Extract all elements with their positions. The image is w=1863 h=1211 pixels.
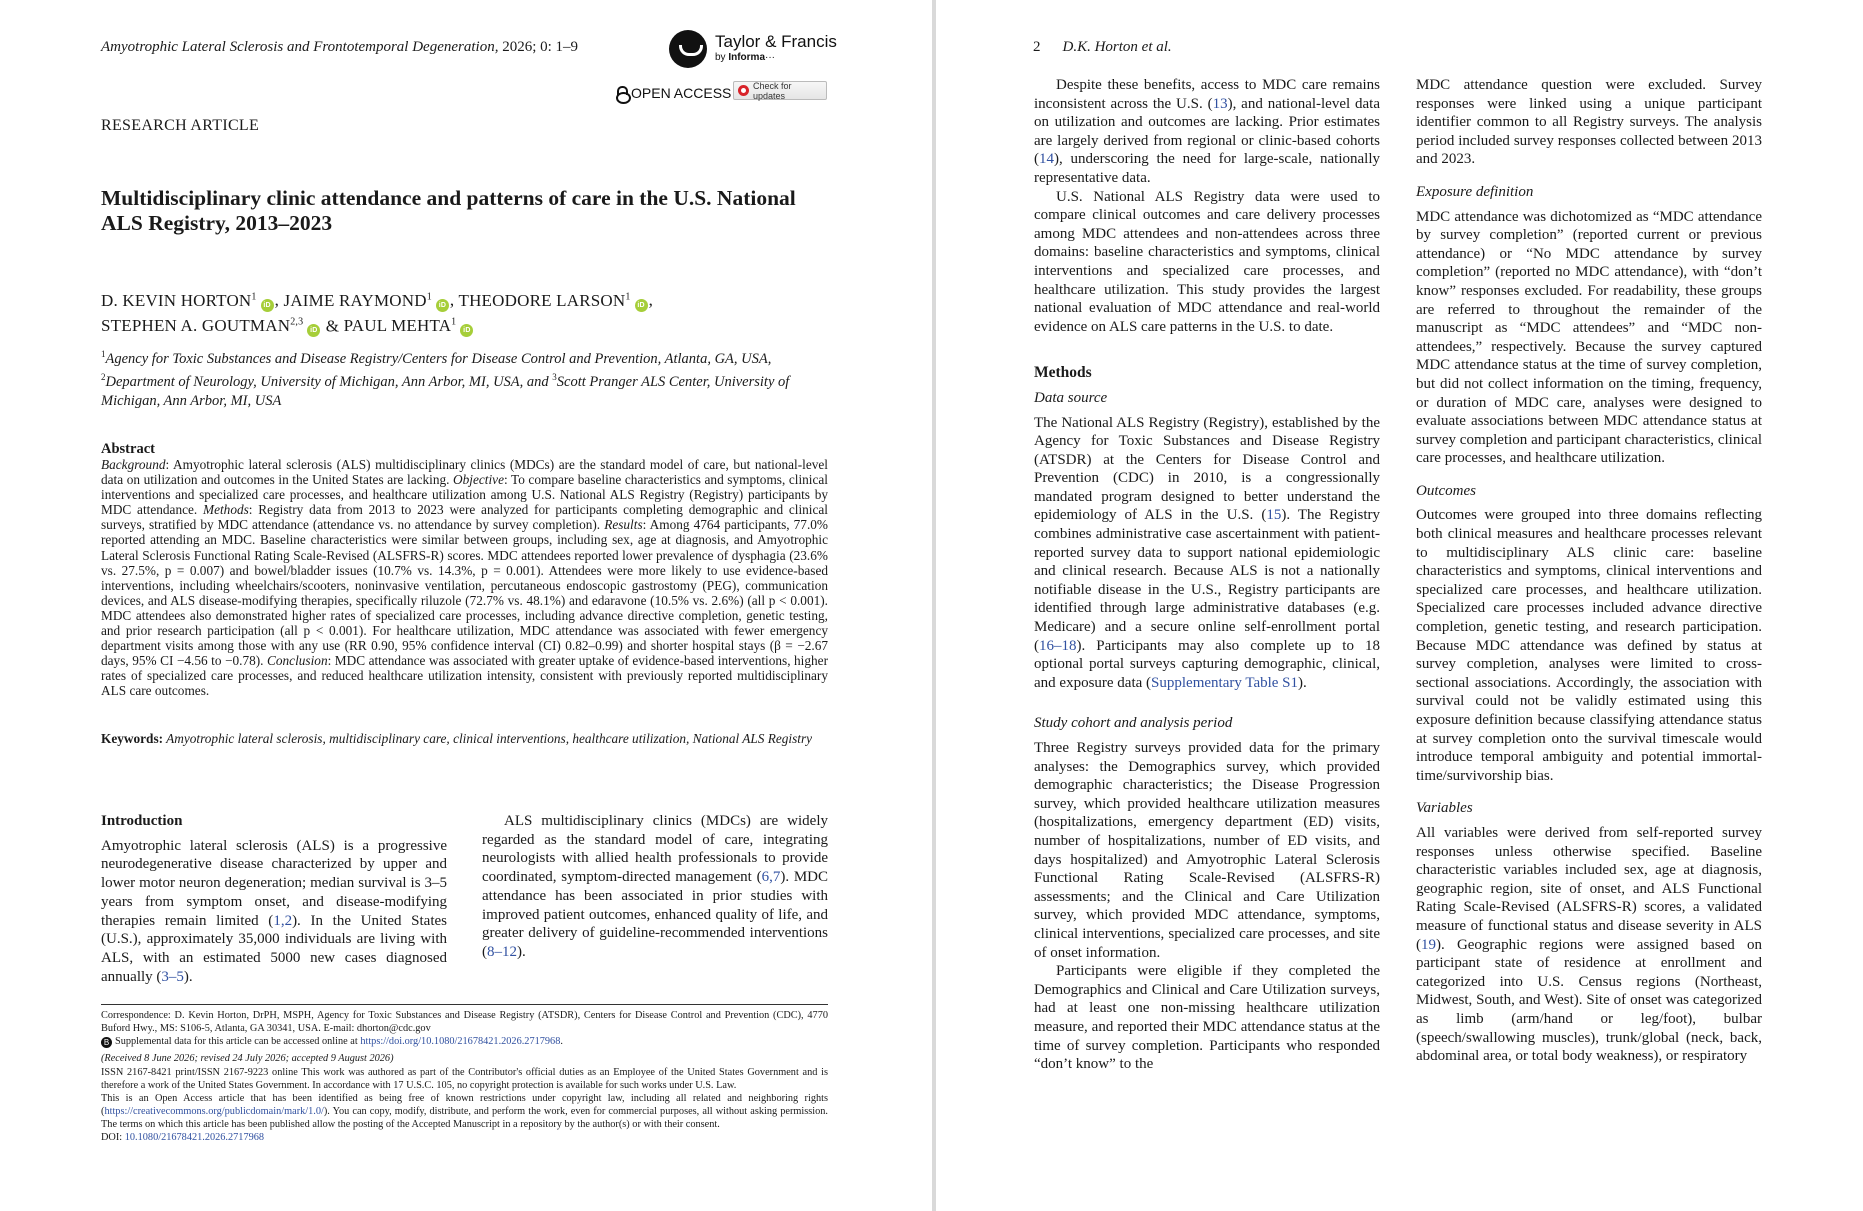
author[interactable]: JAIME RAYMOND$^1$ bbox=[283, 290, 432, 310]
author[interactable]: PAUL MEHTA$^1$ bbox=[343, 316, 457, 336]
body-paragraph: MDC attendance was dichotomized as “MDC attendance by survey completion” (reported current or previous attendance) or “No MDC attendance by survey completion” (reported no MDC attendance), with “don’t know” responses excluded. For readability, these groups are referred to throughout the remainder of the manuscript as “MDC attendees” and “MDC non-attendees,” respectively. Because the survey captured MDC attendance status at the time of survey completion, but did not collect information on the timing, frequency, or duration of MDC care, analyses were designed to evaluate associations between MDC attendance status at survey completion and participant characteristics, clinical care processes, and healthcare utilization. bbox=[1416, 208, 1762, 467]
publisher-logo-icon bbox=[669, 30, 707, 68]
correspondence-note: Correspondence: D. Kevin Horton, DrPH, MSPH, Agency for Toxic Substances and Disease Registry (ATSDR), Centers for Disease Control and Prevention (CDC), 4770 Buford Hwy., MS: S106-5, Atlanta, GA 30341, USA. E-mail: dhorton@cdc.gov bbox=[101, 1010, 828, 1034]
keywords: Keywords: Amyotrophic lateral sclerosis, multidisciplinary care, clinical interventions, healthcare utilization, National ALS Registry bbox=[101, 731, 813, 746]
journal-volume: 2026; 0: 1–9 bbox=[498, 39, 579, 55]
intro-column-1 bbox=[101, 812, 447, 986]
open-lock-icon bbox=[616, 86, 627, 100]
journal-name: Amyotrophic Lateral Sclerosis and Frontotemporal Degeneration, bbox=[101, 39, 499, 55]
reference-link[interactable]: 15 bbox=[1266, 507, 1282, 524]
orcid-icon[interactable]: iD bbox=[635, 299, 648, 312]
intro-paragraph: ALS multidisciplinary clinics (MDCs) are widely regarded as the standard model of care, integrating neurologists with allied health professionals to provide coordinated, symptom-directed management (6,7). MDC attendance has been associated in prior studies with improved patient outcomes, enhanced quality of life, and greater delivery of guideline-recommended interventions (8–12). bbox=[482, 813, 828, 960]
footnote-divider bbox=[101, 1004, 828, 1005]
body-paragraph: Three Registry surveys provided data for the primary analyses: the Demographics survey, which provided demographic characteristics; the Disease Progression survey, which provided healthcare utilization measures (hospitalizations, emergency department (ED) visits, number of hospitalizations, number of ED visits, and days hospitalized) and Amyotrophic Lateral Sclerosis Functional Rating Scale-Revised (ALSFRS-R) assessments; and the Clinical and Care Utilization survey, which provided MDC attendance, symptoms, clinical interventions, specialized care processes, and site of onset information. bbox=[1034, 740, 1380, 961]
introduction-heading: Introduction bbox=[101, 813, 183, 829]
orcid-icon[interactable]: iD bbox=[307, 324, 320, 337]
article-type: RESEARCH ARTICLE bbox=[101, 117, 260, 134]
footnotes bbox=[101, 1010, 828, 1146]
intro-paragraph: Amyotrophic lateral sclerosis (ALS) is a progressive neurodegenerative disease characterized by upper and lower motor neuron degeneration; median survival is 3–5 years from symptom onset, and disease-modifying therapies remain limited (1,2). In the United States (U.S.), approximately 35,000 individuals are living with ALS, with an estimated 5000 new cases diagnosed annually (3–5). bbox=[101, 837, 447, 985]
supplementary-table-link[interactable]: Supplementary Table S1 bbox=[1151, 674, 1299, 691]
body-paragraph: Participants were eligible if they completed the Demographics and Clinical and Care Utilization surveys, had at least one non-missing healthcare utilization measure, and reported their MDC attendance status at the time of survey completion. Participants who responded “don’t know” to the bbox=[1034, 963, 1380, 1073]
abstract-body: Background: Amyotrophic lateral sclerosis (ALS) multidisciplinary clinics (MDCs) are the standard model of care, but national-level data on utilization and outcomes in the United States are lacking. Objective: To compare baseline characteristics and symptoms, clinical interventions and specialized care processes, and healthcare utilization among U.S. National ALS Registry (Registry) participants by MDC attendance. Methods: Registry data from 2013 to 2023 were analyzed for participants completing demographic and clinical surveys, stratified by MDC attendance (attendance vs. no attendance by survey completion). Results: Among 4764 participants, 77.0% reported attending an MDC. Baseline characteristics were similar between groups, including sex, age at diagnosis, and Amyotrophic Lateral Sclerosis Functional Rating Scale-Revised (ALSFRS-R) scores. MDC attendees reported lower prevalence of dysphagia (23.6% vs. 27.5%, p = 0.007) and bowel/bladder issues (10.7% vs. 14.3%, p = 0.001). Attendees were more likely to use evidence-based interventions, including wheelchairs/scooters, noninvasive ventilation, percutaneous endoscopic gastrostomy (PEG), communication devices, and ALS disease-modifying therapies, specifically riluzole (72.7% vs. 48.1%) and edaravone (10.5% vs. 2.6%) (all p < 0.001). MDC attendees also demonstrated higher rates of specialized care processes, including advance directive completion, genetic testing, and prior research participation (all p < 0.001). For healthcare utilization, MDC attendance was associated with fewer emergency department visits among those with any use (RR 0.90, 95% confidence interval (CI) 0.82–0.99) and shorter hospital stays (β = −2.67 days, 95% CI −4.56 to −0.78). Conclusion: MDC attendance was associated with greater uptake of evidence-based interventions, higher rates of specialized care processes, and reduced healthcare utilization intensity, consistent with previously reported multidisciplinary ALS care outcomes. bbox=[101, 457, 828, 699]
open-access-badge bbox=[616, 85, 731, 101]
orcid-icon[interactable]: iD bbox=[261, 299, 274, 312]
body-paragraph: The National ALS Registry (Registry), established by the Agency for Toxic Substances and Disease Registry (ATSDR) at the Centers for Disease Control and Prevention (CDC) in 2010, is a congressionally mandated program designed to better understand the epidemiology of ALS in the U.S. (15). The Registry combines administrative case ascertainment with patient-reported survey data to support national epidemiologic and clinical research. Because ALS is not a nationally notifiable disease in the U.S., Registry participants are identified through large administrative databases (e.g. Medicare) and a secure online self-enrollment portal (16–18). Participants may also complete up to 18 optional portal surveys capturing demographic, clinical, and exposure data (Supplementary Table S1). bbox=[1034, 414, 1381, 691]
issn-note: ISSN 2167-8421 print/ISSN 2167-9223 online This work was authored as part of the Contributor's official duties as an Employee of the United States Government and is therefore a work of the United States Government. In accordance with 17 U.S.C. 105, no copyright protection is available for such works under U.S. Law. bbox=[101, 1066, 828, 1091]
running-authors: D.K. Horton et al. bbox=[1062, 39, 1172, 55]
journal-citation bbox=[101, 39, 578, 56]
data-source-heading: Data source bbox=[1034, 389, 1108, 406]
publisher-name: Taylor & Francis bbox=[715, 32, 837, 51]
page-number: 2 bbox=[1033, 39, 1041, 55]
author-list: D. KEVIN HORTON$^1$iD , JAIME RAYMOND$^1$iD , THEODORE LARSON$^1$iD , STEPHEN A. GOUTMAN$^{2,3}$iD & PAUL MEHTA$^1$iD bbox=[101, 290, 654, 336]
body-paragraph: MDC attendance question were excluded. Survey responses were linked using a unique participant identifier common to all Registry surveys. The analysis period included survey responses collected between 2013 and 2023. bbox=[1416, 77, 1762, 168]
author[interactable]: D. KEVIN HORTON$^1$ bbox=[101, 290, 257, 310]
article-title: Multidisciplinary clinic attendance and patterns of care in the U.S. National ALS Registry, 2013–2023 bbox=[101, 186, 796, 235]
reference-link[interactable]: 14 bbox=[1039, 151, 1054, 168]
reference-link[interactable]: 1,2 bbox=[273, 912, 293, 929]
supplemental-link[interactable]: https://doi.org/10.1080/21678421.2026.2717968 bbox=[360, 1036, 561, 1048]
crossmark-icon bbox=[738, 85, 749, 96]
received-dates: (Received 8 June 2026; revised 24 July 2026; accepted 9 August 2026) bbox=[101, 1053, 394, 1065]
supplemental-note: B Supplemental data for this article can be accessed online at https://doi.org/10.1080/21678421.2026.2717968. bbox=[101, 1036, 828, 1049]
body-paragraph: Outcomes were grouped into three domains reflecting both clinical measures and healthcare processes relevant to multidisciplinary ALS clinic care: baseline characteristics and symptoms, clinical interventions and specialized care processes, and healthcare utilization. Specialized care processes included advance directive completion, genetic testing, and research participation. Because MDC attendance was defined by status at survey completion, analyses were limited to cross-sectional associations. Accordingly, the association with survival could not be validly estimated using this exposure definition because classifying attendance status at survey completion onto the survival timescale would introduce temporal ambiguity and potential immortal-time/survivorship bias. bbox=[1416, 507, 1762, 784]
body-paragraph: U.S. National ALS Registry data were used to compare clinical outcomes and care delivery processes among MDC attendees and non-attendees across three domains: baseline characteristics and symptoms, clinical interventions and specialized care processes, and healthcare utilization. This study provides the largest national evaluation of MDC attendance and real-world evidence on ALS care patterns in the U.S. to date. bbox=[1034, 188, 1380, 335]
variables-heading: Variables bbox=[1416, 800, 1473, 817]
right-column-1 bbox=[1034, 76, 1380, 1074]
check-updates-label: Check for updates bbox=[753, 80, 792, 101]
right-column-2 bbox=[1416, 76, 1762, 1066]
doi-line: DOI: 10.1080/21678421.2026.2717968 bbox=[101, 1132, 265, 1144]
abstract-heading: Abstract bbox=[101, 441, 155, 457]
running-head bbox=[1033, 39, 1172, 56]
check-for-updates-button[interactable] bbox=[733, 81, 827, 100]
reference-link[interactable]: 13 bbox=[1212, 95, 1228, 112]
author[interactable]: STEPHEN A. GOUTMAN$^{2,3}$ bbox=[101, 316, 304, 336]
orcid-icon[interactable]: iD bbox=[436, 299, 449, 312]
taylor-francis-logo[interactable] bbox=[669, 30, 841, 72]
exposure-definition-heading: Exposure definition bbox=[1416, 183, 1534, 200]
body-paragraph: Despite these benefits, access to MDC care remains inconsistent across the U.S. (13), and national-level data on utilization and outcomes are lacking. Prior estimates are largely derived from regional or clinic-based cohorts (14), underscoring the need for large-scale, nationally representative data. bbox=[1034, 77, 1380, 186]
reference-link[interactable]: 8–12 bbox=[487, 943, 517, 960]
open-access-label: OPEN ACCESS bbox=[631, 85, 732, 101]
reference-link[interactable]: 16–18 bbox=[1039, 637, 1077, 654]
outcomes-heading: Outcomes bbox=[1416, 482, 1476, 499]
study-cohort-heading: Study cohort and analysis period bbox=[1034, 715, 1233, 732]
methods-heading: Methods bbox=[1034, 364, 1092, 382]
reference-link[interactable]: 3–5 bbox=[161, 968, 184, 985]
supplemental-data-icon: B bbox=[101, 1037, 112, 1048]
body-paragraph: All variables were derived from self-reported survey responses unless otherwise specified. Baseline characteristic variables included sex, age at diagnosis, geographic region, site of onset, and ALS Functional Rating Scale-Revised (ALSFRS-R) scores, a validated measure of functional status and disease severity in ALS (19). Geographic regions were assigned based on participant state of residence at enrollment and categorized into U.S. Census regions (Northeast, Midwest, South, and West). Site of onset was categorized as limb (arm/hand or leg/foot), bulbar (speech/swallowing muscles), trunk/global (neck, back, abdominal area, or total body weakness), or respiratory bbox=[1416, 824, 1762, 1065]
reference-link[interactable]: 19 bbox=[1421, 936, 1436, 953]
license-note: This is an Open Access article that has been identified as being free of known restrictions under copyright law, including all related and neighboring rights (https://creativecommons.org/publicdomain/mark/1.0/). You can copy, modify, distribute, and perform the work, even for commercial purposes, all without asking permission. The terms on which this article has been published allow the posting of the Accepted Manuscript in a repository by the author(s) or with their consent. bbox=[101, 1093, 828, 1130]
affiliations: $^1$Agency for Toxic Substances and Disease Registry/Centers for Disease Control and Prevention, Atlanta, GA, USA, $^2$Department of Neurology, University of Michigan, Ann Arbor, MI, USA, and $^3$Scott Pranger ALS Center, University of Michigan, Ann Arbor, MI, USA bbox=[101, 349, 790, 409]
page-divider bbox=[932, 0, 936, 1211]
doi-link[interactable]: 10.1080/21678421.2026.2717968 bbox=[124, 1132, 265, 1144]
publisher-by-line: by Informa··· bbox=[715, 52, 776, 63]
reference-link[interactable]: 6,7 bbox=[761, 869, 781, 886]
orcid-icon[interactable]: iD bbox=[460, 324, 473, 337]
author[interactable]: THEODORE LARSON$^1$ bbox=[458, 290, 631, 310]
license-link[interactable]: https://creativecommons.org/publicdomain/mark/1.0/ bbox=[104, 1105, 324, 1117]
intro-column-2 bbox=[482, 812, 828, 962]
